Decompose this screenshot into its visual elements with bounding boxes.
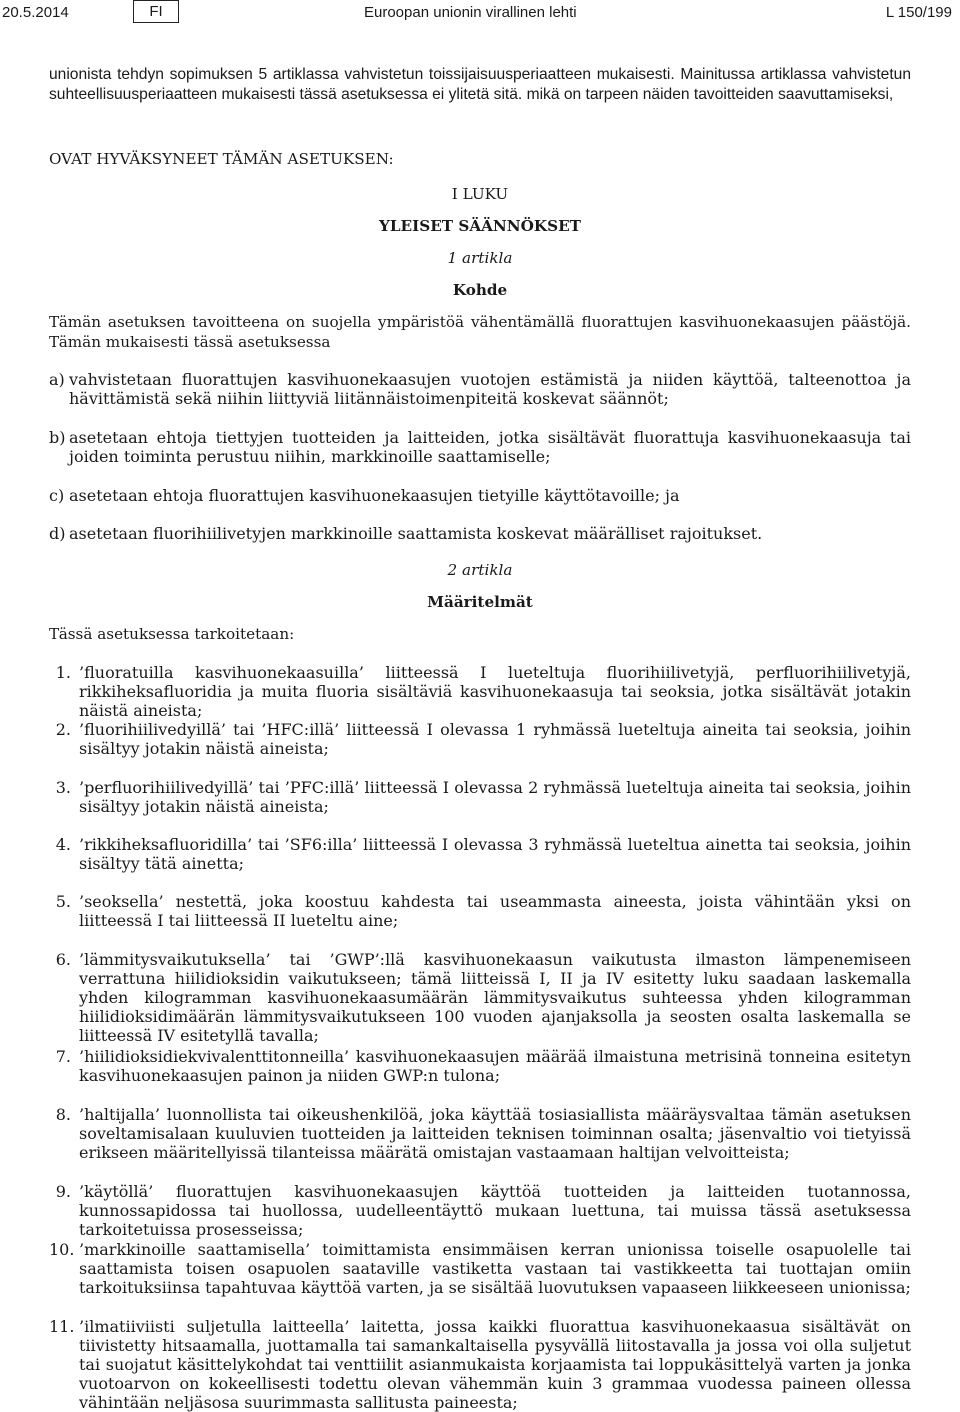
definition-item (49, 1317, 911, 1412)
definition-number: 8. (55, 1105, 71, 1124)
definition-item (49, 1047, 911, 1085)
definition-number: 3. (55, 778, 71, 797)
list-item-label: c) (49, 486, 65, 505)
definition-number: 5. (55, 892, 71, 911)
definition-text: ’lämmitysvaikutuksella’ tai ’GWP’:llä kasvihuonekaasun vaikutusta ilmaston lämpenemiseen verrattuna hiilidioksidin vaikutukseen; tämä liitteissä I, II ja IV esitetty luku saadaan laskemalla yhden kilogramman kasvihuonekaasumäärän lämmitysvaikutus suhteessa yhden kilogramman hiilidioksidimäärän lämmitysvaikutukseen 100 vuoden ajanjaksolla ja seosten osalta laskemalla se liitteessä IV esitetyllä tavalla; (79, 950, 911, 1045)
definition-item (49, 778, 911, 816)
list-item-label: a) (49, 370, 65, 389)
definition-text: ’perfluorihiilivedyillä’ tai ’PFC:illä’ liitteessä I olevassa 2 ryhmässä lueteltuja aineita tai seoksia, joihin sisältyy jotakin näistä aineista; (79, 778, 911, 816)
definition-item (49, 720, 911, 758)
definition-number: 10. (49, 1240, 75, 1259)
definition-text: ’rikkiheksafluoridilla’ tai ’SF6:illa’ liitteessä I olevassa 3 ryhmässä lueteltua ainetta tai seoksia, joihin sisältyy tätä ainetta; (79, 835, 911, 873)
intro-paragraph: unionista tehdyn sopimuksen 5 artiklassa vahvistetun toissijaisuusperiaatteen mukaisesti. Mainitussa artiklassa vahvistetun suhteellisuusperiaatteen mukaisesti tässä asetuksessa ei ylitetä sitä. mikä on tarpeen näiden tavoitteiden saavuttamiseksi, (49, 66, 911, 103)
definition-number: 7. (55, 1047, 71, 1066)
definition-number: 6. (55, 950, 71, 969)
definition-number: 1. (55, 663, 71, 682)
list-item-text: asetetaan ehtoja fluorattujen kasvihuonekaasujen tietyille käyttötavoille; ja (69, 486, 680, 505)
list-item (49, 428, 911, 466)
definition-text: ’seoksella’ nestettä, joka koostuu kahdesta tai useammasta aineesta, joista vähintään yksi on liitteessä I tai liitteessä II lueteltu aine; (79, 892, 911, 930)
definition-item (49, 835, 911, 873)
list-item (49, 486, 911, 505)
definition-text: ’markkinoille saattamisella’ toimittamista ensimmäisen kerran unionissa toiselle osapuolelle tai saattamista toisen osapuolen saataville vastiketta vastaan tai vastikkeetta tai tuottajan omiin tarkoituksiinsa tapahtuvaa käyttöä varten, ja se sisältää luovutuksen vapaaseen liikkeeseen unionissa; (79, 1240, 911, 1297)
definition-item (49, 950, 911, 1045)
definition-item (49, 1105, 911, 1162)
list-item (49, 524, 911, 543)
definition-number: 9. (55, 1182, 71, 1201)
page-reference: L 150/199 (885, 4, 952, 21)
article-2-label: 2 artikla (447, 561, 513, 579)
definition-text: ’ilmatiiviisti suljetulla laitteella’ laitetta, jossa kaikki fluorattua kasvihuonekaasua sisältävät on tiivistetty hitsaamalla, juottamalla tai samankaltaisella pysyvällä liitostavalla ja jossa voi olla suljetut tai suojatut käsittelykohdat tai venttiilit asianmukaista korjaamista tai loppukäsittelyä varten ja jonka vuotoarvon on kokeellisesti todettu olevan vähemmän kuin 3 grammaa vuodessa paineen ollessa vähintään neljäsosa suurimmasta sallitusta paineesta; (79, 1317, 911, 1412)
article-1-label: 1 artikla (447, 249, 513, 267)
definition-text: ’fluorihiilivedyillä’ tai ’HFC:illä’ liitteessä I olevassa 1 ryhmässä lueteltuja aineita tai seoksia, joihin sisältyy jotakin näistä aineista; (79, 720, 911, 758)
definition-item (49, 1240, 911, 1297)
list-item-text: vahvistetaan fluorattujen kasvihuonekaasujen vuotojen estämistä ja niiden käyttöä, talteenottoa ja hävittämistä sekä niihin liittyviä liitännäistoimenpiteitä koskevat säännöt; (69, 370, 911, 408)
definition-item (49, 892, 911, 930)
definition-item (49, 1182, 911, 1239)
list-item-text: asetetaan fluorihiilivetyjen markkinoille saattamista koskevat määrälliset rajoitukset. (69, 524, 763, 543)
definition-text: ’haltijalla’ luonnollista tai oikeushenkilöä, joka käyttää tosiasiallista määräysvaltaa tämän asetuksen soveltamisalaan kuuluvien tuotteiden ja laitteiden teknisen toiminnan osalta; jäsenvaltio voi tietyissä erikseen määritellyissä tilanteissa määrätä omistajan vastaamaan haltijan velvoitteista; (79, 1105, 911, 1162)
publication-date: 20.5.2014 (2, 4, 69, 21)
article-1-text: Tämän asetuksen tavoitteena on suojella ympäristöä vähentämällä fluorattujen kasvihuonekaasujen päästöjä. Tämän mukaisesti tässä asetuksessa (49, 313, 911, 351)
definition-item (49, 663, 911, 720)
article-2-title: Määritelmät (427, 593, 533, 611)
language-badge: FI (133, 0, 179, 23)
page-header (0, 0, 960, 30)
list-item-label: d) (49, 524, 66, 543)
adopted-statement: OVAT HYVÄKSYNEET TÄMÄN ASETUKSEN: (49, 150, 394, 168)
chapter-title: YLEISET SÄÄNNÖKSET (379, 217, 581, 235)
definition-number: 4. (55, 835, 71, 854)
list-item (49, 370, 911, 408)
definition-text: ’käytöllä’ fluorattujen kasvihuonekaasujen käyttöä tuotteiden ja laitteiden tuotannossa, kunnossapidossa tai huollossa, uudelleentäyttö mukaan luettuna, tai muissa tässä asetuksessa tarkoitetuissa prosesseissa; (79, 1182, 911, 1239)
list-item-text: asetetaan ehtoja tiettyjen tuotteiden ja laitteiden, jotka sisältävät fluorattuja kasvihuonekaasuja tai joiden toiminta perustuu niihin, markkinoille saattamiselle; (69, 428, 911, 466)
definition-number: 11. (49, 1317, 75, 1336)
article-1-title: Kohde (452, 281, 508, 299)
definition-number: 2. (55, 720, 71, 739)
definition-text: ’hiilidioksidiekvivalenttitonneilla’ kasvihuonekaasujen määrää ilmaistuna metrisinä tonneina esitetyn kasvihuonekaasujen painon ja niiden GWP:n tulona; (79, 1047, 911, 1085)
definition-text: ’fluoratuilla kasvihuonekaasuilla’ liitteessä I lueteltuja fluorihiilivetyjä, perfluorihiilivetyjä, rikkiheksafluoridia ja muita fluoria sisältäviä kasvihuonekaasuja tai seoksia, jotka sisältävät jotakin näistä aineista; (79, 663, 911, 720)
list-item-label: b) (49, 428, 66, 447)
chapter-number: I LUKU (451, 185, 509, 203)
article-2-text: Tässä asetuksessa tarkoitetaan: (49, 625, 295, 643)
journal-title: Euroopan unionin virallinen lehti (364, 4, 577, 21)
